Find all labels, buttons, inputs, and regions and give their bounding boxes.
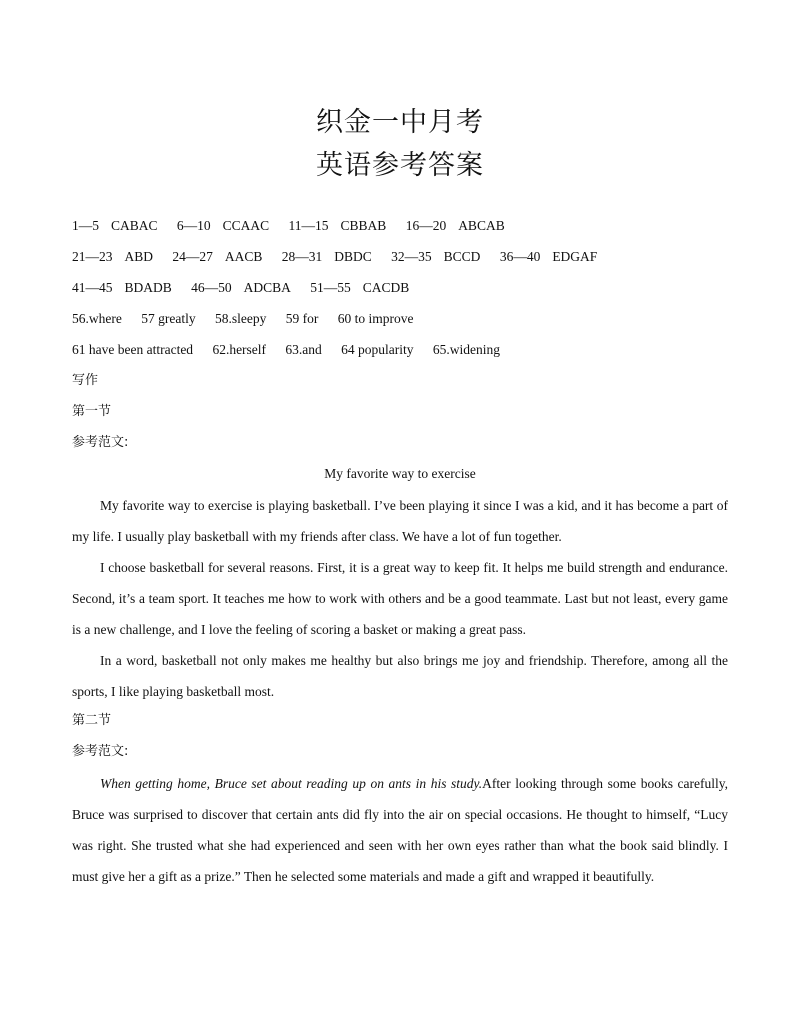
- answer-range: 11—15: [288, 218, 329, 233]
- answer-keys: ABCAB: [458, 218, 505, 233]
- answer-keys: ADCBA: [243, 280, 291, 295]
- section-2-sample-label: 参考范文:: [72, 744, 129, 759]
- answer-keys: CBBAB: [340, 218, 387, 233]
- fill-answer: 58.sleepy: [214, 311, 267, 326]
- fill-answer: 65.widening: [432, 342, 501, 357]
- answer-keys: BCCD: [443, 249, 481, 264]
- answer-keys: CCAAC: [222, 218, 270, 233]
- answer-keys: BDADB: [124, 280, 172, 295]
- page-title-school: 织金一中月考: [316, 107, 484, 138]
- answer-row-5: [72, 341, 732, 359]
- fill-answer: 59 for: [285, 311, 319, 326]
- essay-paragraph-2: I choose basketball for several reasons. First, it is a great way to keep fit. It helps me build strength and endurance. Second, it’s a team sport. It teaches me how to work with others and be a good teammate. Last but not least, every game is a new challenge, and I love the feeling of scoring a basket or making a great pass.: [72, 560, 728, 637]
- fill-answer: 64 popularity: [341, 342, 414, 357]
- answer-keys: CABAC: [111, 218, 158, 233]
- answer-range: 46—50: [191, 280, 232, 295]
- fill-answer: 57 greatly: [141, 311, 196, 326]
- section-2-label: 第二节: [72, 713, 112, 728]
- section-1-sample-label: 参考范文:: [72, 435, 129, 450]
- answer-range: 32—35: [391, 249, 432, 264]
- continuation-text: After looking through some books carefully, Bruce was surprised to discover that certain ants did fly into the air on special occasions. He thought to himself, “Lucy was right. She trusted what she had experienced and seen with her own eyes rather than what the book said blindly. I must give her a gift as a prize.” Then he selected some materials and made a gift and wrapped it beautifully.: [72, 776, 728, 884]
- answer-range: 24—27: [172, 249, 213, 264]
- fill-answer: 60 to improve: [337, 311, 414, 326]
- answer-row-2: [72, 248, 732, 266]
- answer-range: 6—10: [176, 218, 211, 233]
- section-1-label: 第一节: [72, 404, 112, 419]
- answer-keys: DBDC: [334, 249, 372, 264]
- fill-answer: 63.and: [285, 342, 322, 357]
- answer-range: 16—20: [405, 218, 447, 233]
- page-title-subject: 英语参考答案: [316, 150, 484, 181]
- answer-keys: AACB: [224, 249, 263, 264]
- essay-title: My favorite way to exercise: [324, 466, 476, 481]
- answer-range: 36—40: [499, 249, 541, 264]
- answer-keys: ABD: [124, 249, 154, 264]
- answer-range: 21—23: [72, 249, 113, 264]
- answer-row-1: [72, 217, 732, 235]
- answer-keys: EDGAF: [552, 249, 598, 264]
- answer-range: 51—55: [310, 280, 351, 295]
- answer-row-4: [72, 310, 732, 328]
- answer-range: 41—45: [72, 280, 113, 295]
- fill-answer: 56.where: [72, 311, 122, 326]
- essay-paragraph-3: In a word, basketball not only makes me healthy but also brings me joy and friendship. Therefore, among all the sports, I like playing basketball most.: [72, 653, 728, 699]
- writing-heading: 写作: [72, 373, 99, 388]
- answer-range: 28—31: [281, 249, 323, 264]
- answer-row-3: [72, 279, 732, 297]
- essay-paragraph-1: My favorite way to exercise is playing basketball. I’ve been playing it since I was a kid, and it has become a part of my life. I usually play basketball with my friends after class. We have a lot of fun together.: [72, 498, 728, 544]
- fill-answer: 61 have been attracted: [72, 342, 194, 357]
- given-opening-sentence: When getting home, Bruce set about reading up on ants in his study.: [100, 776, 483, 791]
- answer-keys: CACDB: [362, 280, 410, 295]
- fill-answer: 62.herself: [212, 342, 267, 357]
- answer-range: 1—5: [72, 218, 99, 233]
- continuation-paragraph: [72, 768, 728, 892]
